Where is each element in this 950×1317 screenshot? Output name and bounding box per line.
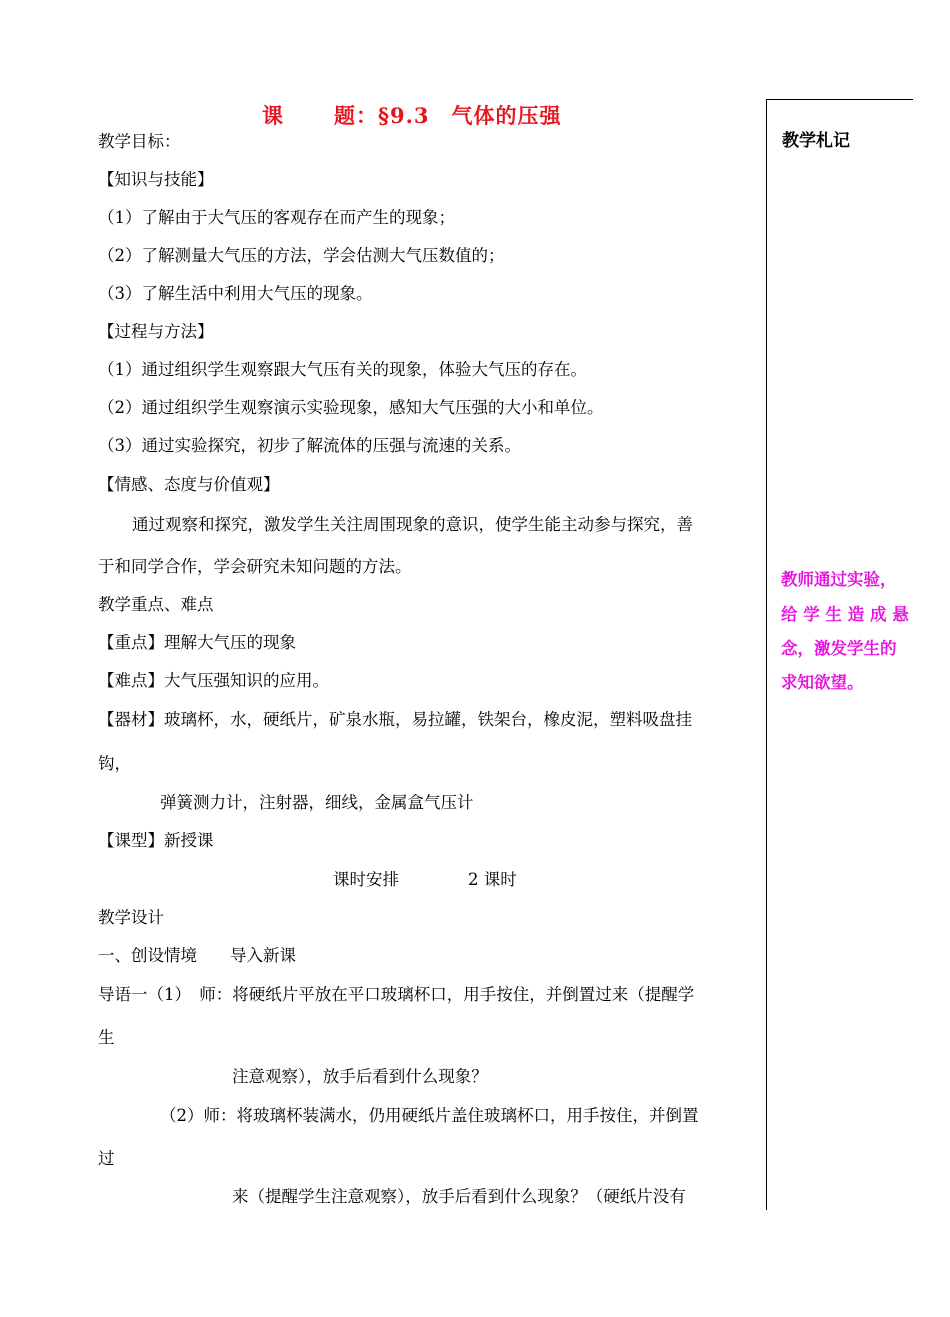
lesson-type: 【课型】新授课 [98,831,214,850]
schedule-label: 课时安排 [333,870,399,889]
section-knowledge-skills: 【知识与技能】 [98,170,214,189]
notes-column-header: 教学札记 [782,131,850,151]
objectives-heading: 教学目标： [98,132,181,151]
equipment-line-3: 弹簧测力计，注射器，细线，金属盒气压计 [160,793,474,812]
key-point: 【重点】理解大气压的现象 [98,633,296,652]
intro-2-line-3: 来（提醒学生注意观察），放手后看到什么现象？（硬纸片没有 [232,1187,686,1206]
section-attitude-values: 【情感、态度与价值观】 [98,475,280,494]
title-part-2: 题：§9.3 气体的压强 [334,103,562,128]
intro-2-line-1: （2）师：将玻璃杯装满水，仍用硬纸片盖住玻璃杯口，用手按住，并倒置 [160,1106,699,1125]
intro-1-line-2: 生 [98,1028,115,1047]
key-points-heading: 教学重点、难点 [98,595,214,614]
knowledge-item-3: （3）了解生活中利用大气压的现象。 [98,284,373,303]
process-item-2: （2）通过组织学生观察演示实验现象，感知大气压强的大小和单位。 [98,398,604,417]
intro-1-line-3: 注意观察），放手后看到什么现象？ [232,1067,488,1086]
teaching-design-heading: 教学设计 [98,908,164,927]
process-item-1: （1）通过组织学生观察跟大气压有关的现象，体验大气压的存在。 [98,360,587,379]
process-item-3: （3）通过实验探究，初步了解流体的压强与流速的关系。 [98,436,521,455]
side-note-line-2: 给 学 生 造 成 悬 [781,605,909,624]
schedule-value: 2 课时 [468,870,517,889]
title-part-1: 课 [262,103,284,128]
side-note-line-4: 求知欲望。 [781,673,864,692]
equipment-line-2: 钩， [98,754,131,773]
attitude-paragraph-line-2: 于和同学合作，学会研究未知问题的方法。 [98,557,412,576]
equipment-line-1: 【器材】玻璃杯，水，硬纸片，矿泉水瓶，易拉罐，铁架台，橡皮泥，塑料吸盘挂 [98,710,692,729]
intro-1-line-1: 导语一（1） 师：将硬纸片平放在平口玻璃杯口，用手按住，并倒置过来（提醒学 [98,985,695,1004]
difficult-point: 【难点】大气压强知识的应用。 [98,671,329,690]
side-note-line-3: 念，激发学生的 [781,639,897,658]
knowledge-item-1: （1）了解由于大气压的客观存在而产生的现象； [98,208,455,227]
section-process-method: 【过程与方法】 [98,322,214,341]
intro-2-line-2: 过 [98,1149,115,1168]
knowledge-item-2: （2）了解测量大气压的方法，学会估测大气压数值的； [98,246,505,265]
lesson-title [262,100,562,130]
side-note-line-1: 教师通过实验， [781,570,897,589]
attitude-paragraph-line-1: 通过观察和探究，激发学生关注周围现象的意识，使学生能主动参与探究，善 [132,515,693,534]
section-one-heading: 一、创设情境 导入新课 [98,946,296,965]
